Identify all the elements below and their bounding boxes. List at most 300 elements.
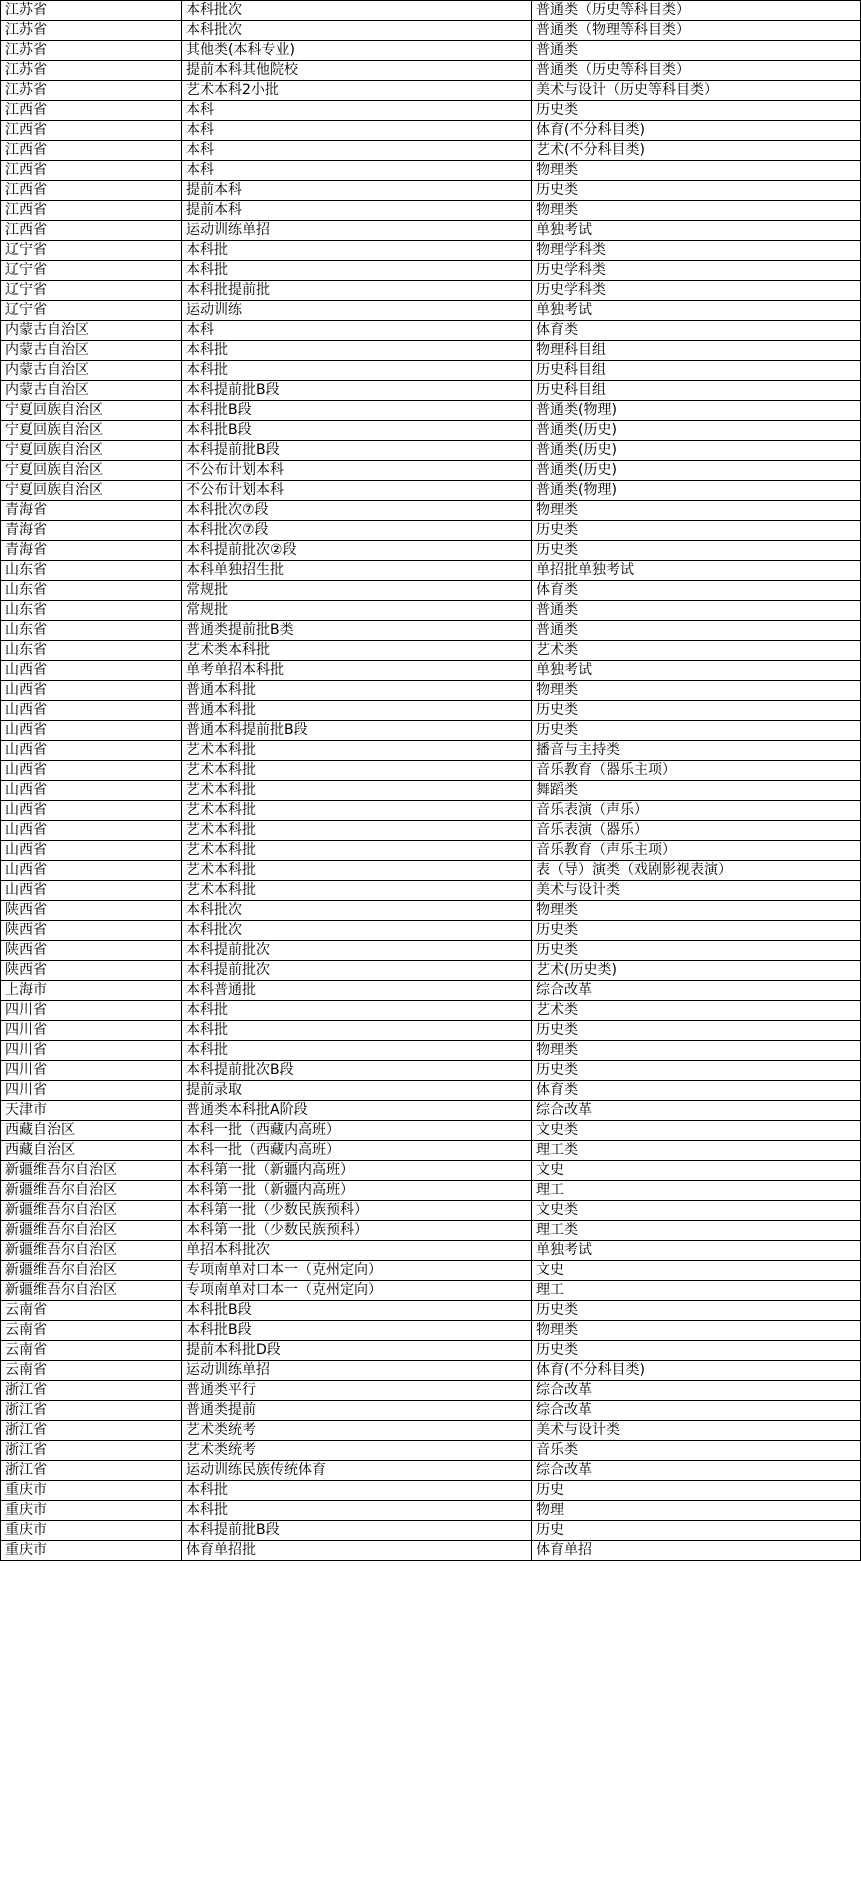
table-row — [1, 381, 861, 401]
batch-cell: 普通类提前 — [182, 1401, 532, 1421]
category-cell: 历史类 — [532, 541, 861, 561]
category-cell: 历史类 — [532, 1061, 861, 1081]
province-cell: 山西省 — [1, 881, 182, 901]
table-row — [1, 561, 861, 581]
batch-cell: 本科批 — [182, 1501, 532, 1521]
category-cell: 历史类 — [532, 721, 861, 741]
category-cell: 历史科目组 — [532, 381, 861, 401]
batch-cell: 提前录取 — [182, 1081, 532, 1101]
category-cell: 体育(不分科目类) — [532, 1361, 861, 1381]
category-cell: 艺术类 — [532, 1001, 861, 1021]
province-cell: 新疆维吾尔自治区 — [1, 1161, 182, 1181]
category-cell: 单独考试 — [532, 1241, 861, 1261]
category-cell: 理工类 — [532, 1221, 861, 1241]
province-cell: 江西省 — [1, 101, 182, 121]
province-cell: 山西省 — [1, 841, 182, 861]
table-row — [1, 881, 861, 901]
province-cell: 浙江省 — [1, 1381, 182, 1401]
table-row — [1, 501, 861, 521]
province-cell: 宁夏回族自治区 — [1, 401, 182, 421]
table-row — [1, 1041, 861, 1061]
batch-cell: 提前本科 — [182, 201, 532, 221]
batch-cell: 运动训练民族传统体育 — [182, 1461, 532, 1481]
province-cell: 浙江省 — [1, 1421, 182, 1441]
province-cell: 四川省 — [1, 1041, 182, 1061]
table-row — [1, 1341, 861, 1361]
table-row — [1, 581, 861, 601]
province-cell: 青海省 — [1, 541, 182, 561]
category-cell: 普通类(物理) — [532, 481, 861, 501]
batch-cell: 本科批B段 — [182, 401, 532, 421]
table-body — [1, 1, 861, 1561]
batch-cell: 普通类平行 — [182, 1381, 532, 1401]
province-cell: 新疆维吾尔自治区 — [1, 1261, 182, 1281]
table-row — [1, 1001, 861, 1021]
batch-cell: 本科第一批（少数民族预科） — [182, 1201, 532, 1221]
batch-cell: 艺术类统考 — [182, 1421, 532, 1441]
category-cell: 综合改革 — [532, 981, 861, 1001]
batch-cell: 本科 — [182, 321, 532, 341]
batch-cell: 本科提前批B段 — [182, 381, 532, 401]
table-row — [1, 701, 861, 721]
category-cell: 播音与主持类 — [532, 741, 861, 761]
table-row — [1, 741, 861, 761]
batch-cell: 艺术本科批 — [182, 821, 532, 841]
province-cell: 山西省 — [1, 821, 182, 841]
table-row — [1, 1021, 861, 1041]
batch-cell: 本科提前批次 — [182, 941, 532, 961]
category-cell: 物理科目组 — [532, 341, 861, 361]
category-cell: 美术与设计类 — [532, 1421, 861, 1441]
table-row — [1, 961, 861, 981]
batch-cell: 常规批 — [182, 581, 532, 601]
province-cell: 江苏省 — [1, 61, 182, 81]
category-cell: 综合改革 — [532, 1381, 861, 1401]
province-cell: 重庆市 — [1, 1481, 182, 1501]
table-row — [1, 1181, 861, 1201]
category-cell: 普通类 — [532, 41, 861, 61]
batch-cell: 艺术本科批 — [182, 781, 532, 801]
province-cell: 江西省 — [1, 161, 182, 181]
table-row — [1, 1321, 861, 1341]
batch-cell: 本科 — [182, 121, 532, 141]
table-row — [1, 321, 861, 341]
category-cell: 单独考试 — [532, 221, 861, 241]
category-cell: 历史类 — [532, 521, 861, 541]
table-row — [1, 1141, 861, 1161]
batch-cell: 艺术类统考 — [182, 1441, 532, 1461]
table-row — [1, 81, 861, 101]
category-cell: 普通类 — [532, 601, 861, 621]
table-row — [1, 1481, 861, 1501]
province-cell: 重庆市 — [1, 1501, 182, 1521]
table-row — [1, 201, 861, 221]
province-cell: 重庆市 — [1, 1521, 182, 1541]
province-cell: 四川省 — [1, 1001, 182, 1021]
province-cell: 天津市 — [1, 1101, 182, 1121]
table-row — [1, 261, 861, 281]
batch-cell: 不公布计划本科 — [182, 481, 532, 501]
table-row — [1, 821, 861, 841]
table-row — [1, 41, 861, 61]
category-cell: 历史科目组 — [532, 361, 861, 381]
batch-cell: 本科批次 — [182, 21, 532, 41]
province-cell: 山西省 — [1, 701, 182, 721]
table-row — [1, 801, 861, 821]
category-cell: 理工 — [532, 1281, 861, 1301]
batch-cell: 其他类(本科专业) — [182, 41, 532, 61]
table-row — [1, 1201, 861, 1221]
table-row — [1, 1101, 861, 1121]
batch-cell: 本科 — [182, 161, 532, 181]
table-row — [1, 681, 861, 701]
province-cell: 江西省 — [1, 221, 182, 241]
province-cell: 辽宁省 — [1, 261, 182, 281]
table-row — [1, 941, 861, 961]
batch-cell: 本科批B段 — [182, 1301, 532, 1321]
batch-cell: 运动训练 — [182, 301, 532, 321]
province-cell: 新疆维吾尔自治区 — [1, 1241, 182, 1261]
province-cell: 云南省 — [1, 1301, 182, 1321]
batch-cell: 专项南单对口本一（克州定向） — [182, 1281, 532, 1301]
batch-cell: 本科批B段 — [182, 1321, 532, 1341]
table-row — [1, 161, 861, 181]
category-cell: 物理学科类 — [532, 241, 861, 261]
batch-cell: 本科批 — [182, 261, 532, 281]
batch-cell: 运动训练单招 — [182, 221, 532, 241]
province-cell: 陕西省 — [1, 941, 182, 961]
province-cell: 四川省 — [1, 1081, 182, 1101]
province-cell: 辽宁省 — [1, 301, 182, 321]
batch-cell: 提前本科其他院校 — [182, 61, 532, 81]
batch-cell: 本科批次 — [182, 921, 532, 941]
batch-cell: 艺术本科批 — [182, 761, 532, 781]
batch-cell: 提前本科 — [182, 181, 532, 201]
province-cell: 山西省 — [1, 861, 182, 881]
table-row — [1, 1401, 861, 1421]
category-cell: 综合改革 — [532, 1401, 861, 1421]
province-cell: 青海省 — [1, 501, 182, 521]
batch-cell: 本科批次 — [182, 1, 532, 21]
province-cell: 山东省 — [1, 561, 182, 581]
province-cell: 新疆维吾尔自治区 — [1, 1181, 182, 1201]
table-row — [1, 1221, 861, 1241]
category-cell: 物理类 — [532, 501, 861, 521]
province-cell: 内蒙古自治区 — [1, 381, 182, 401]
table-row — [1, 1261, 861, 1281]
table-row — [1, 1501, 861, 1521]
table-row — [1, 301, 861, 321]
batch-cell: 单考单招本科批 — [182, 661, 532, 681]
province-cell: 江西省 — [1, 141, 182, 161]
category-cell: 历史类 — [532, 181, 861, 201]
batch-cell: 本科提前批次 — [182, 961, 532, 981]
batch-cell: 本科批 — [182, 1041, 532, 1061]
category-cell: 普通类(历史) — [532, 441, 861, 461]
category-cell: 体育类 — [532, 1081, 861, 1101]
province-cell: 宁夏回族自治区 — [1, 441, 182, 461]
category-cell: 文史 — [532, 1261, 861, 1281]
batch-cell: 艺术本科2小批 — [182, 81, 532, 101]
province-cell: 山西省 — [1, 721, 182, 741]
category-cell: 艺术(不分科目类) — [532, 141, 861, 161]
batch-cell: 本科批次⑦段 — [182, 521, 532, 541]
province-cell: 辽宁省 — [1, 281, 182, 301]
table-row — [1, 1241, 861, 1261]
province-cell: 新疆维吾尔自治区 — [1, 1281, 182, 1301]
province-cell: 宁夏回族自治区 — [1, 421, 182, 441]
category-cell: 物理类 — [532, 1041, 861, 1061]
category-cell: 普通类 — [532, 621, 861, 641]
category-cell: 普通类（历史等科目类） — [532, 1, 861, 21]
province-cell: 内蒙古自治区 — [1, 361, 182, 381]
table-row — [1, 241, 861, 261]
batch-cell: 艺术本科批 — [182, 801, 532, 821]
batch-cell: 艺术本科批 — [182, 841, 532, 861]
table-row — [1, 1361, 861, 1381]
province-cell: 陕西省 — [1, 901, 182, 921]
category-cell: 历史类 — [532, 1341, 861, 1361]
category-cell: 物理类 — [532, 681, 861, 701]
province-cell: 山东省 — [1, 621, 182, 641]
category-cell: 历史类 — [532, 1301, 861, 1321]
table-row — [1, 1121, 861, 1141]
province-cell: 陕西省 — [1, 961, 182, 981]
category-cell: 历史类 — [532, 701, 861, 721]
table-row — [1, 521, 861, 541]
table-row — [1, 1461, 861, 1481]
table-row — [1, 661, 861, 681]
batch-cell: 本科批 — [182, 341, 532, 361]
batch-cell: 本科第一批（新疆内高班） — [182, 1181, 532, 1201]
batch-cell: 本科提前批B段 — [182, 1521, 532, 1541]
batch-cell: 本科提前批次②段 — [182, 541, 532, 561]
province-cell: 山西省 — [1, 681, 182, 701]
batch-cell: 普通类本科批A阶段 — [182, 1101, 532, 1121]
batch-cell: 艺术类本科批 — [182, 641, 532, 661]
province-cell: 云南省 — [1, 1321, 182, 1341]
table-row — [1, 221, 861, 241]
category-cell: 理工类 — [532, 1141, 861, 1161]
province-cell: 内蒙古自治区 — [1, 321, 182, 341]
table-row — [1, 1161, 861, 1181]
table-row — [1, 361, 861, 381]
table-row — [1, 721, 861, 741]
batch-cell: 普通本科批 — [182, 701, 532, 721]
category-cell: 单独考试 — [532, 301, 861, 321]
province-cell: 宁夏回族自治区 — [1, 461, 182, 481]
province-cell: 重庆市 — [1, 1541, 182, 1561]
province-cell: 新疆维吾尔自治区 — [1, 1221, 182, 1241]
category-cell: 历史学科类 — [532, 261, 861, 281]
province-cell: 浙江省 — [1, 1401, 182, 1421]
category-cell: 体育类 — [532, 321, 861, 341]
province-cell: 江西省 — [1, 201, 182, 221]
province-cell: 江苏省 — [1, 41, 182, 61]
table-row — [1, 1281, 861, 1301]
table-row — [1, 441, 861, 461]
batch-cell: 普通本科提前批B段 — [182, 721, 532, 741]
category-cell: 体育(不分科目类) — [532, 121, 861, 141]
table-row — [1, 861, 861, 881]
category-cell: 普通类(历史) — [532, 421, 861, 441]
batch-cell: 运动训练单招 — [182, 1361, 532, 1381]
province-cell: 云南省 — [1, 1341, 182, 1361]
table-row — [1, 621, 861, 641]
table-row — [1, 481, 861, 501]
province-cell: 宁夏回族自治区 — [1, 481, 182, 501]
category-cell: 艺术类 — [532, 641, 861, 661]
batch-cell: 单招本科批次 — [182, 1241, 532, 1261]
table-row — [1, 761, 861, 781]
batch-cell: 专项南单对口本一（克州定向） — [182, 1261, 532, 1281]
batch-cell: 本科批次 — [182, 901, 532, 921]
table-row — [1, 401, 861, 421]
category-cell: 普通类(物理) — [532, 401, 861, 421]
province-cell: 青海省 — [1, 521, 182, 541]
province-cell: 西藏自治区 — [1, 1141, 182, 1161]
category-cell: 文史类 — [532, 1201, 861, 1221]
batch-cell: 本科批B段 — [182, 421, 532, 441]
category-cell: 单招批单独考试 — [532, 561, 861, 581]
category-cell: 体育单招 — [532, 1541, 861, 1561]
table-row — [1, 601, 861, 621]
batch-cell: 本科普通批 — [182, 981, 532, 1001]
batch-cell: 本科单独招生批 — [182, 561, 532, 581]
batch-cell: 普通本科批 — [182, 681, 532, 701]
province-cell: 山东省 — [1, 581, 182, 601]
table-row — [1, 101, 861, 121]
table-row — [1, 1521, 861, 1541]
category-cell: 舞蹈类 — [532, 781, 861, 801]
table-row — [1, 901, 861, 921]
batch-cell: 本科批提前批 — [182, 281, 532, 301]
category-cell: 美术与设计（历史等科目类） — [532, 81, 861, 101]
table-row — [1, 341, 861, 361]
table-row — [1, 1441, 861, 1461]
batch-cell: 本科提前批B段 — [182, 441, 532, 461]
batch-cell: 本科批 — [182, 1001, 532, 1021]
category-cell: 物理 — [532, 1501, 861, 1521]
table-row — [1, 841, 861, 861]
batch-cell: 艺术本科批 — [182, 741, 532, 761]
table-row — [1, 1081, 861, 1101]
table-row — [1, 141, 861, 161]
category-cell: 历史类 — [532, 941, 861, 961]
province-cell: 云南省 — [1, 1361, 182, 1381]
province-cell: 山东省 — [1, 641, 182, 661]
province-cell: 山西省 — [1, 801, 182, 821]
category-cell: 文史 — [532, 1161, 861, 1181]
province-cell: 江西省 — [1, 121, 182, 141]
batch-cell: 常规批 — [182, 601, 532, 621]
category-cell: 普通类（物理等科目类） — [532, 21, 861, 41]
province-cell: 四川省 — [1, 1021, 182, 1041]
category-cell: 物理类 — [532, 161, 861, 181]
category-cell: 历史类 — [532, 1021, 861, 1041]
batch-cell: 本科批 — [182, 241, 532, 261]
province-cell: 上海市 — [1, 981, 182, 1001]
table-row — [1, 641, 861, 661]
province-cell: 山西省 — [1, 761, 182, 781]
category-cell: 综合改革 — [532, 1101, 861, 1121]
batch-cell: 本科批 — [182, 1021, 532, 1041]
category-cell: 普通类(历史) — [532, 461, 861, 481]
batch-cell: 艺术本科批 — [182, 861, 532, 881]
batch-cell: 普通类提前批B类 — [182, 621, 532, 641]
category-cell: 艺术(历史类) — [532, 961, 861, 981]
table-row — [1, 1, 861, 21]
batch-cell: 艺术本科批 — [182, 881, 532, 901]
category-cell: 音乐教育（器乐主项） — [532, 761, 861, 781]
category-cell: 历史 — [532, 1521, 861, 1541]
table-row — [1, 461, 861, 481]
table-row — [1, 921, 861, 941]
table-row — [1, 1301, 861, 1321]
category-cell: 物理类 — [532, 201, 861, 221]
province-cell: 浙江省 — [1, 1461, 182, 1481]
table-row — [1, 1421, 861, 1441]
category-cell: 理工 — [532, 1181, 861, 1201]
province-cell: 江西省 — [1, 181, 182, 201]
category-cell: 音乐表演（器乐） — [532, 821, 861, 841]
table-row — [1, 421, 861, 441]
table-row — [1, 1381, 861, 1401]
table-row — [1, 281, 861, 301]
table-row — [1, 1541, 861, 1561]
province-cell: 江苏省 — [1, 81, 182, 101]
category-cell: 物理类 — [532, 901, 861, 921]
table-row — [1, 541, 861, 561]
category-cell: 历史 — [532, 1481, 861, 1501]
batch-cell: 本科提前批次B段 — [182, 1061, 532, 1081]
province-cell: 西藏自治区 — [1, 1121, 182, 1141]
province-cell: 浙江省 — [1, 1441, 182, 1461]
category-cell: 综合改革 — [532, 1461, 861, 1481]
category-cell: 体育类 — [532, 581, 861, 601]
province-cell: 内蒙古自治区 — [1, 341, 182, 361]
province-cell: 山西省 — [1, 741, 182, 761]
category-cell: 历史类 — [532, 101, 861, 121]
category-cell: 文史类 — [532, 1121, 861, 1141]
province-cell: 新疆维吾尔自治区 — [1, 1201, 182, 1221]
batch-cell: 本科 — [182, 101, 532, 121]
table-row — [1, 61, 861, 81]
province-cell: 辽宁省 — [1, 241, 182, 261]
category-cell: 历史学科类 — [532, 281, 861, 301]
batch-cell: 本科第一批（少数民族预科） — [182, 1221, 532, 1241]
category-cell: 历史类 — [532, 921, 861, 941]
category-cell: 表（导）演类（戏剧影视表演） — [532, 861, 861, 881]
batch-cell: 本科 — [182, 141, 532, 161]
batch-cell: 体育单招批 — [182, 1541, 532, 1561]
province-cell: 江苏省 — [1, 21, 182, 41]
batch-cell: 本科一批（西藏内高班） — [182, 1141, 532, 1161]
batch-cell: 提前本科批D段 — [182, 1341, 532, 1361]
batch-cell: 本科批 — [182, 1481, 532, 1501]
category-cell: 音乐类 — [532, 1441, 861, 1461]
batch-cell: 本科批次⑦段 — [182, 501, 532, 521]
batch-cell: 本科第一批（新疆内高班） — [182, 1161, 532, 1181]
category-cell: 美术与设计类 — [532, 881, 861, 901]
province-cell: 山西省 — [1, 781, 182, 801]
table-row — [1, 121, 861, 141]
category-cell: 音乐教育（声乐主项） — [532, 841, 861, 861]
province-cell: 山西省 — [1, 661, 182, 681]
category-cell: 单独考试 — [532, 661, 861, 681]
table-row — [1, 981, 861, 1001]
province-cell: 陕西省 — [1, 921, 182, 941]
